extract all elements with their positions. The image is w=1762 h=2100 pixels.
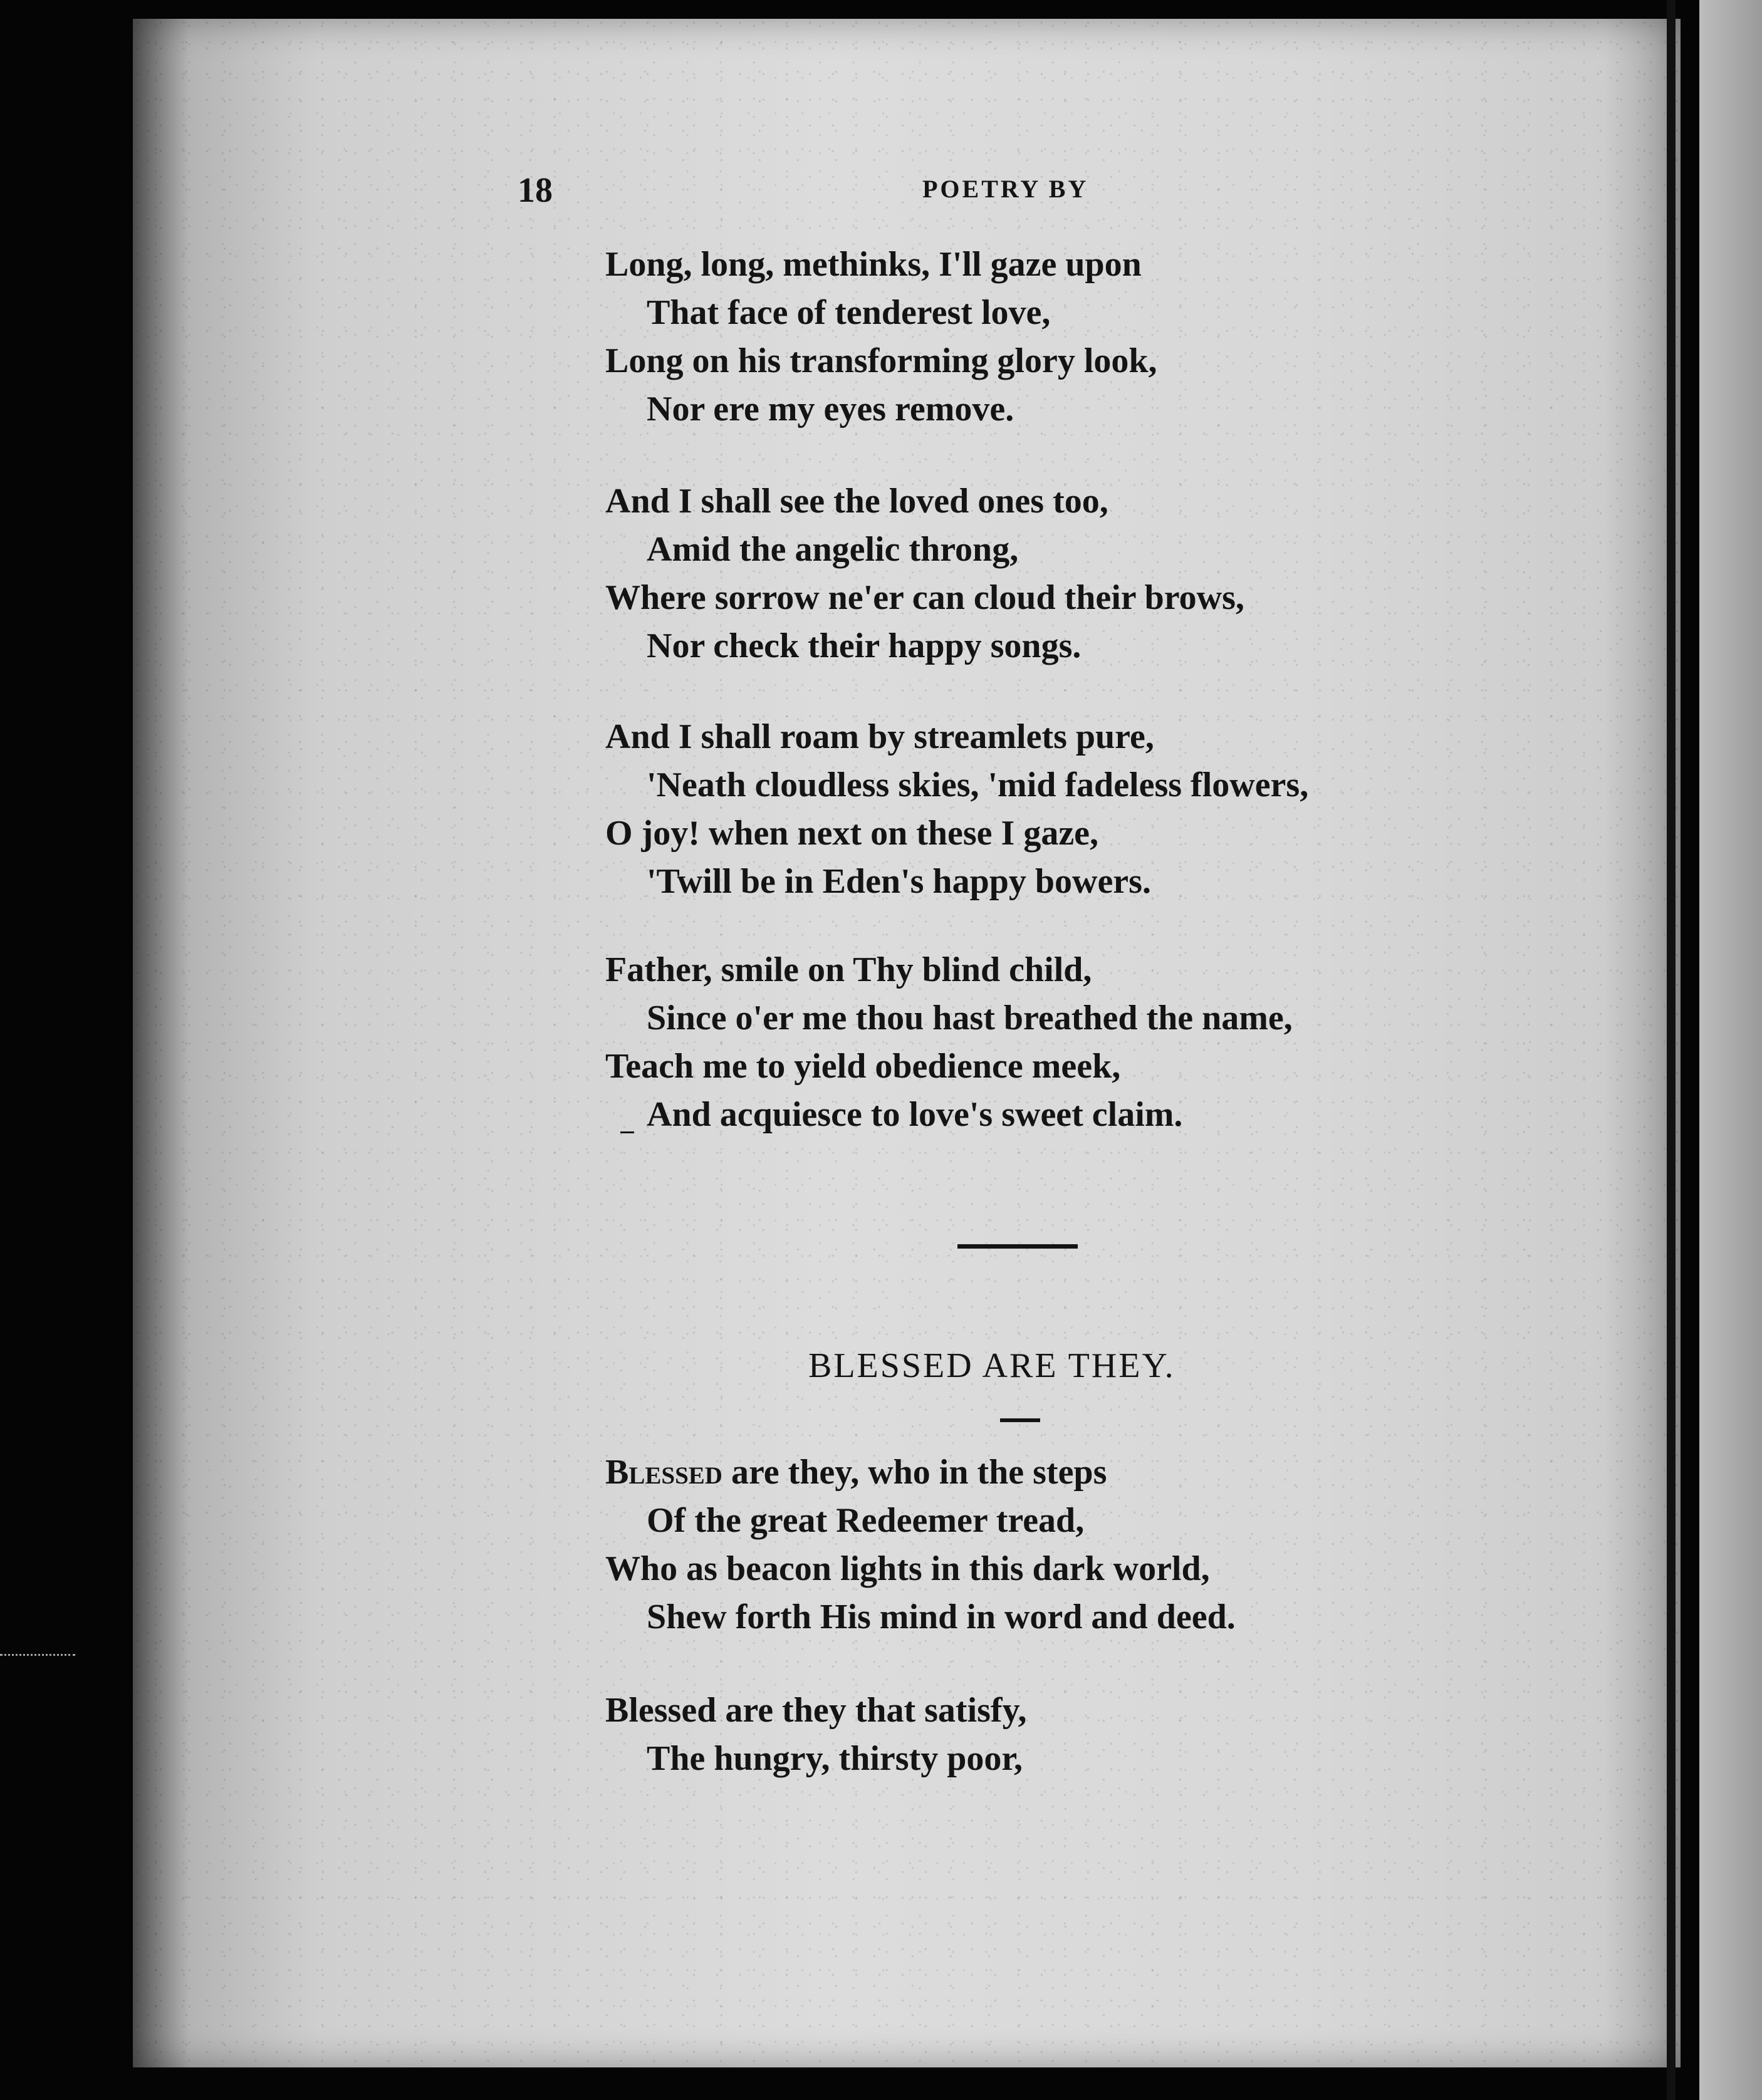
poem1-stanza-4 bbox=[605, 946, 1293, 1139]
title-rule bbox=[1000, 1418, 1040, 1422]
page-edge bbox=[1667, 0, 1676, 2100]
verse-line: Amid the angelic throng, bbox=[647, 530, 1019, 569]
verse-line: Father, smile on Thy blind child, bbox=[605, 950, 1092, 989]
verse-line: Teach me to yield obedience meek, bbox=[605, 1047, 1121, 1086]
poem2-stanza-1 bbox=[605, 1448, 1236, 1641]
verse-line: Since o'er me thou hast breathed the name, bbox=[647, 999, 1293, 1037]
poem2-stanza-2 bbox=[605, 1687, 1027, 1783]
verse-line: 'Neath cloudless skies, 'mid fadeless flowers, bbox=[647, 766, 1309, 804]
verse-line: Long on his transforming glory look, bbox=[605, 341, 1157, 380]
verse-line: That face of tenderest love, bbox=[647, 293, 1051, 332]
verse-line: Long, long, methinks, I'll gaze upon bbox=[605, 245, 1142, 284]
running-head: POETRY BY bbox=[922, 175, 1089, 203]
verse-line: And acquiesce to love's sweet claim. bbox=[647, 1095, 1183, 1134]
binding-shadow bbox=[133, 19, 189, 2067]
verse-line: Nor check their happy songs. bbox=[647, 626, 1082, 665]
verse-line: O joy! when next on these I gaze, bbox=[605, 814, 1099, 853]
verse-line: Where sorrow ne'er can cloud their brows, bbox=[605, 578, 1244, 617]
verse-line: Nor ere my eyes remove. bbox=[647, 390, 1014, 429]
verse-line bbox=[605, 1448, 1236, 1497]
poem1-stanza-1 bbox=[605, 241, 1157, 434]
drop-word: Blessed bbox=[605, 1453, 722, 1492]
verse-line: The hungry, thirsty poor, bbox=[647, 1739, 1023, 1778]
page-number: 18 bbox=[518, 171, 553, 210]
poem-title: BLESSED ARE THEY. bbox=[808, 1346, 1176, 1385]
verse-line: Who as beacon lights in this dark world, bbox=[605, 1549, 1210, 1588]
facing-page-edge bbox=[1699, 0, 1762, 2100]
verse-line: And I shall see the loved ones too, bbox=[605, 482, 1108, 521]
poem1-stanza-3 bbox=[605, 713, 1308, 906]
poem1-stanza-2 bbox=[605, 477, 1244, 670]
section-divider bbox=[957, 1244, 1078, 1249]
binding-thread bbox=[0, 1629, 75, 1656]
verse-line: 'Twill be in Eden's happy bowers. bbox=[647, 862, 1151, 901]
verse-line: Shew forth His mind in word and deed. bbox=[647, 1598, 1236, 1636]
verse-line-rest: are they, who in the steps bbox=[722, 1453, 1107, 1492]
verse-line: Blessed are they that satisfy, bbox=[605, 1691, 1027, 1730]
stray-mark bbox=[620, 1131, 634, 1133]
verse-line: Of the great Redeemer tread, bbox=[647, 1501, 1085, 1540]
verse-line: And I shall roam by streamlets pure, bbox=[605, 717, 1154, 756]
